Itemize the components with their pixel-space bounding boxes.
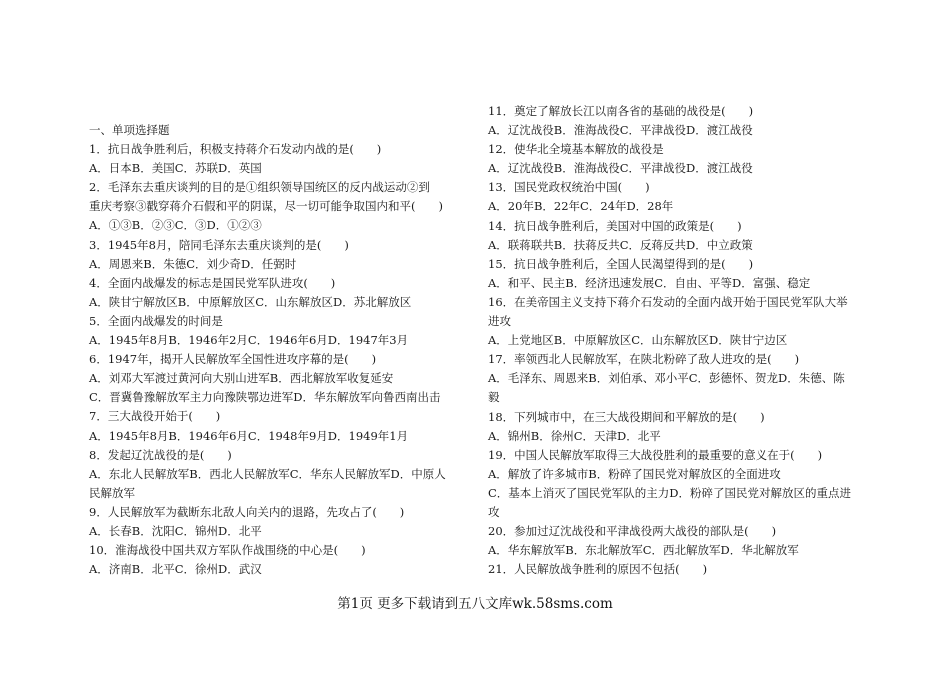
text-line: 17．率领西北人民解放军，在陕北粉碎了敌人进攻的是( ): [488, 352, 800, 367]
text-line: 11．奠定了解放长江以南各省的基础的战役是( ): [488, 104, 754, 118]
text-line: A．1945年8月B．1946年6月C．1948年9月D．1949年1月: [89, 428, 409, 443]
text-line: 14．抗日战争胜利后，美国对中国的政策是( ): [488, 218, 742, 233]
text-line: 13．国民党政权统治中国( ): [488, 180, 650, 195]
text-line: A．毛泽东、周恩来B．刘伯承、邓小平C．彭德怀、贺龙D．朱德、陈: [488, 371, 845, 386]
text-line: 民解放军: [89, 485, 135, 500]
text-line: 一、单项选择题: [89, 123, 170, 137]
text-line: A．解放了许多城市B．粉碎了国民党对解放区的全面进攻: [488, 466, 781, 481]
text-line: A．联蒋联共B．扶蒋反共C．反蒋反共D．中立政策: [488, 237, 753, 252]
text-line: A．20年B．22年C．24年D．28年: [488, 199, 674, 214]
page-footer: 第1页 更多下载请到五八文库wk.58sms.com: [337, 596, 613, 612]
text-line: 16．在美帝国主义支持下蒋介石发动的全面内战开始于国民党军队大举: [488, 294, 848, 309]
text-line: A．锦州B．徐州C．天津D．北平: [488, 428, 661, 443]
text-line: C．基本上消灭了国民党军队的主力D．粉碎了国民党对解放区的重点进: [488, 485, 852, 500]
text-line: A．华东解放军B．东北解放军C．西北解放军D．华北解放军: [488, 543, 799, 558]
text-line: 21．人民解放战争胜利的原因不包括( ): [488, 562, 708, 577]
text-line: A．济南B．北平C．徐州D．武汉: [89, 562, 262, 577]
text-line: 6．1947年，揭开人民解放军全国性进攻序幕的是( ): [89, 352, 377, 367]
text-line: 18．下列城市中，在三大战役期间和平解放的是( ): [488, 409, 765, 424]
text-line: 进攻: [488, 314, 511, 329]
left-column: [89, 121, 489, 579]
text-line: 毅: [488, 390, 500, 405]
text-line: 12．使华北全境基本解放的战役是: [488, 142, 664, 157]
text-line: A．上党地区B．中原解放区C．山东解放区D．陕甘宁边区: [488, 333, 788, 348]
right-column: [488, 102, 888, 579]
text-line: 9．人民解放军为截断东北敌人向关内的退路，先攻占了( ): [89, 504, 405, 519]
text-line: A．和平、民主B．经济迅速发展C．自由、平等D．富强、稳定: [488, 275, 811, 290]
text-line: 1．抗日战争胜利后，积极支持蒋介石发动内战的是( ): [89, 142, 382, 157]
text-line: C．晋冀鲁豫解放军主力向豫陕鄂边进军D．华东解放军向鲁西南出击: [89, 390, 441, 405]
text-line: A．刘邓大军渡过黄河向大别山进军B．西北解放军收复延安: [89, 371, 394, 386]
text-line: A．周恩来B．朱德C．刘少奇D．任弼时: [89, 256, 297, 271]
text-line: A．辽沈战役B．淮海战役C．平津战役D．渡江战役: [488, 161, 753, 176]
text-line: 7．三大战役开始于( ): [89, 409, 221, 424]
text-line: A．东北人民解放军B．西北人民解放军C．华东人民解放军D．中原人: [89, 466, 446, 481]
text-line: 5．全面内战爆发的时间是: [89, 313, 223, 328]
text-line: 19．中国人民解放军取得三大战役胜利的最重要的意义在于( ): [488, 447, 823, 462]
text-line: A．日本B．美国C．苏联D．英国: [89, 161, 262, 176]
text-line: 攻: [488, 504, 500, 519]
text-line: A．长春B．沈阳C．锦州D．北平: [89, 523, 262, 538]
text-line: 10．淮海战役中国共双方军队作战围绕的中心是( ): [89, 543, 366, 558]
text-line: 8．发起辽沈战役的是( ): [89, 447, 232, 462]
text-line: 3．1945年8月，陪同毛泽东去重庆谈判的是( ): [89, 237, 349, 252]
text-line: A．辽沈战役B．淮海战役C．平津战役D．渡江战役: [488, 123, 753, 138]
text-line: 20．参加过辽沈战役和平津战役两大战役的部队是( ): [488, 524, 777, 539]
text-line: 4．全面内战爆发的标志是国民党军队进攻( ): [89, 275, 336, 290]
text-line: A．1945年8月B．1946年2月C．1946年6月D．1947年3月: [89, 333, 409, 348]
text-line: 重庆考察③戳穿蒋介石假和平的阴谋，尽一切可能争取国内和平( ): [89, 199, 443, 214]
text-line: A．①③B．②③C．③D．①②③: [89, 218, 262, 233]
text-line: 15．抗日战争胜利后，全国人民渴望得到的是( ): [488, 256, 754, 271]
text-line: A．陕甘宁解放区B．中原解放区C．山东解放区D．苏北解放区: [89, 294, 412, 309]
text-line: 2．毛泽东去重庆谈判的目的是①组织领导国统区的反内战运动②到: [89, 180, 430, 195]
